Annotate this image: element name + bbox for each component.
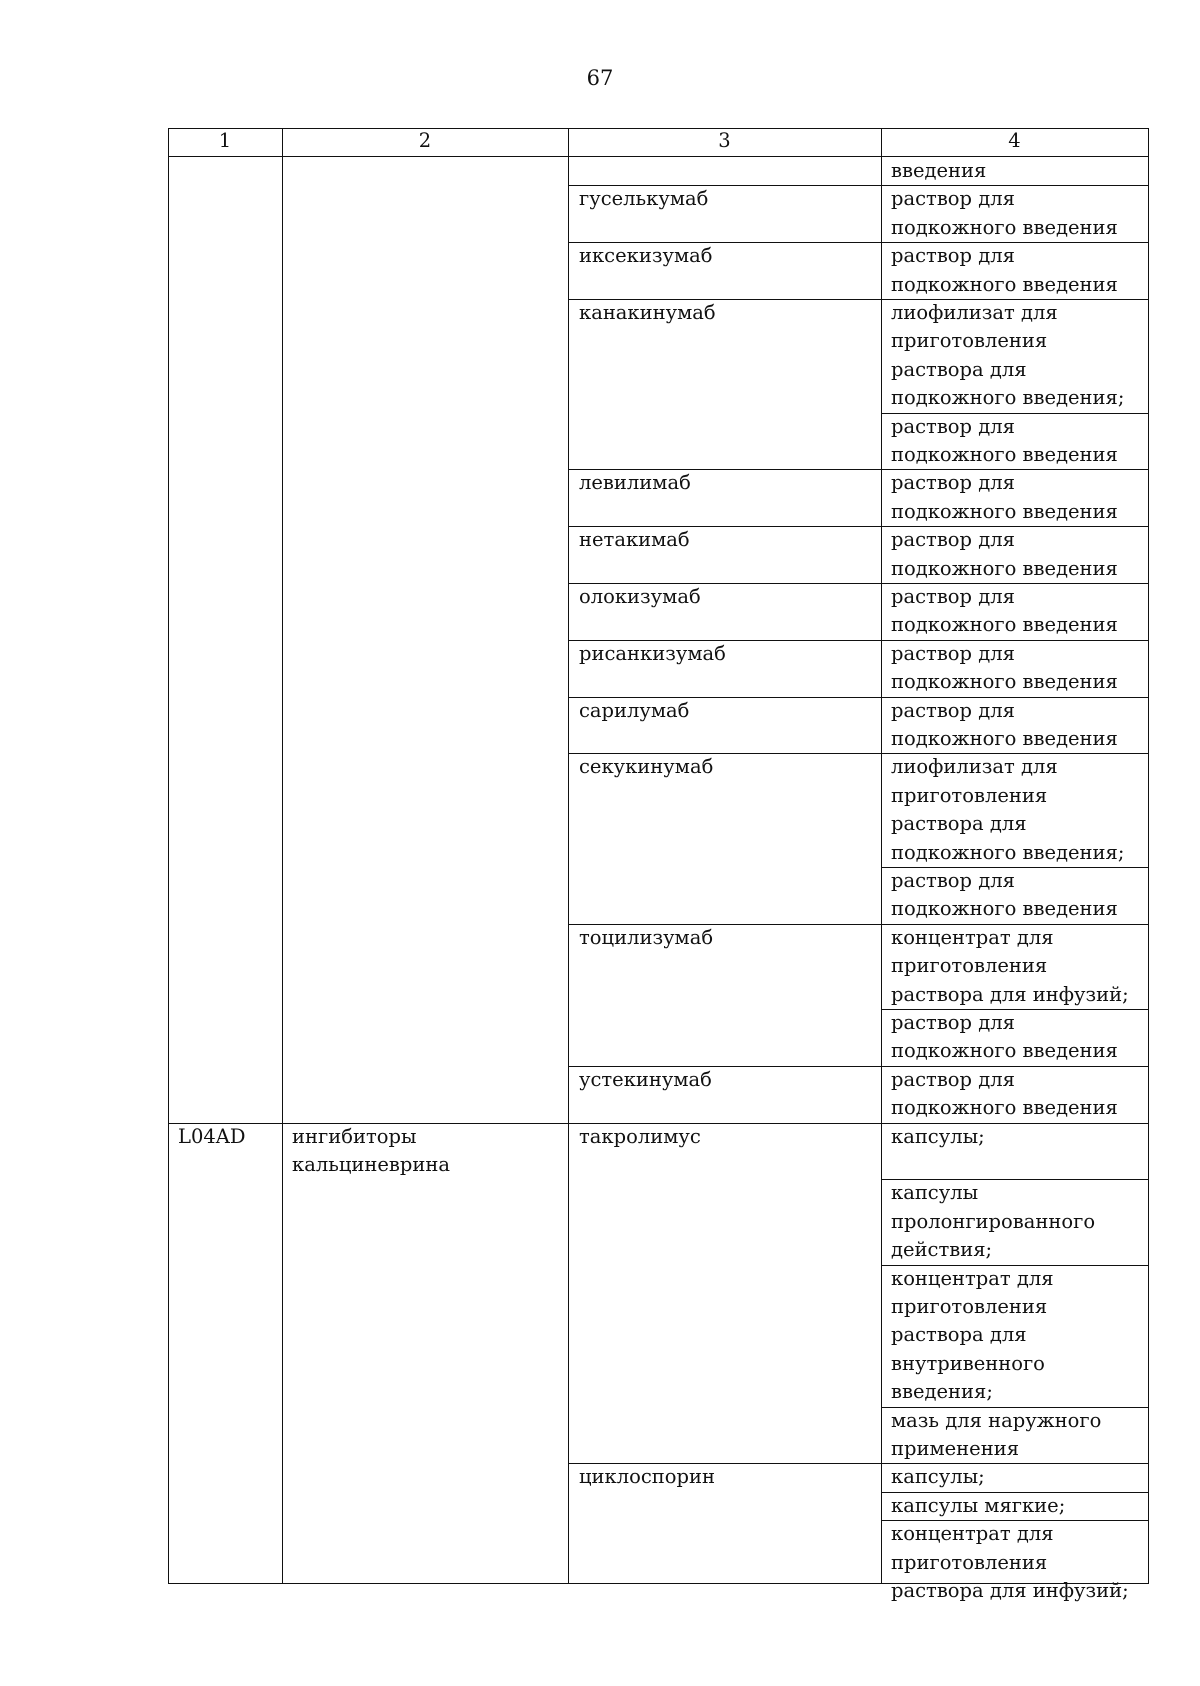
- dosage-form-line: раствор для: [891, 244, 1015, 268]
- drug-name: устекинумаб: [579, 1067, 712, 1091]
- column-border-1: [282, 128, 283, 1584]
- dosage-form-line: действия;: [891, 1238, 993, 1262]
- dosage-form-line: раствор для: [891, 698, 1015, 722]
- header-col-4: 4: [1008, 129, 1021, 152]
- dosage-form-line: раствора для: [891, 1323, 1027, 1347]
- dosage-form-line: раствора для инфузий;: [891, 982, 1129, 1006]
- drug-table: [168, 128, 1148, 1602]
- drug-name: гуселькумаб: [579, 187, 709, 211]
- dosage-form-line: подкожного введения;: [891, 386, 1125, 410]
- dosage-form-line: подкожного введения: [891, 1039, 1118, 1063]
- dosage-form-line: подкожного введения: [891, 443, 1118, 466]
- dosage-form-line: приготовления: [891, 329, 1048, 353]
- dosage-form-line: приготовления: [891, 783, 1048, 807]
- dosage-form-line: раствор для: [891, 187, 1015, 211]
- dosage-form-line: приготовления: [891, 954, 1048, 978]
- dosage-form-line: раствор для: [891, 585, 1015, 608]
- column-border-0: [168, 128, 169, 1584]
- dosage-form-line: подкожного введения;: [891, 840, 1125, 864]
- dosage-form-line: подкожного введения: [891, 1096, 1118, 1120]
- dosage-form-line: капсулы;: [891, 1124, 985, 1148]
- dosage-form-line: раствор для: [891, 869, 1015, 892]
- dosage-form-line: пролонгированного: [891, 1209, 1096, 1233]
- drug-name: олокизумаб: [579, 585, 701, 608]
- header-col-2: 2: [418, 129, 432, 152]
- drug-name: канакинумаб: [579, 301, 716, 324]
- dosage-form-line: приготовления: [891, 1295, 1048, 1318]
- page-number: 67: [586, 66, 614, 90]
- dosage-form-line: подкожного введения: [891, 272, 1118, 296]
- column-border-2: [568, 128, 569, 1584]
- drug-name: тоцилизумаб: [579, 925, 714, 949]
- drug-name: нетакимаб: [579, 528, 690, 552]
- drug-name: такролимус: [579, 1124, 701, 1148]
- drug-name: сарилумаб: [579, 698, 690, 722]
- dosage-form-line: раствор для: [891, 528, 1015, 552]
- column-border-4: [1148, 128, 1149, 1584]
- dosage-form-line: внутривенного: [891, 1351, 1045, 1375]
- dosage-form-line: применения: [891, 1437, 1020, 1460]
- drug-name: циклоспорин: [579, 1465, 715, 1489]
- dosage-form-line: подкожного введения: [891, 897, 1118, 921]
- dosage-form-line: раствора для инфузий;: [891, 1579, 1129, 1602]
- dosage-form-line: раствор для: [891, 414, 1015, 438]
- dosage-form-line: раствор для: [891, 471, 1015, 495]
- dosage-form-line: подкожного введения: [891, 556, 1118, 580]
- dosage-form-line: мазь для наружного: [891, 1408, 1102, 1432]
- column-border-3: [881, 128, 882, 1584]
- dosage-form-line: капсулы;: [891, 1465, 985, 1489]
- dosage-form-line: концентрат для: [891, 1522, 1054, 1546]
- drug-name: секукинумаб: [579, 755, 714, 779]
- dosage-form-line: концентрат для: [891, 1266, 1054, 1290]
- dosage-form-line: раствор для: [891, 1067, 1015, 1091]
- dosage-form-line: введения: [891, 159, 987, 182]
- dosage-form-line: раствора для: [891, 812, 1027, 836]
- dosage-form-line: подкожного введения: [891, 613, 1118, 637]
- group-name-line: ингибиторы: [292, 1124, 417, 1148]
- dosage-form-line: подкожного введения: [891, 727, 1118, 750]
- dosage-form-line: подкожного введения: [891, 215, 1118, 239]
- dosage-form-line: введения;: [891, 1380, 993, 1404]
- header-col-3: 3: [718, 129, 731, 152]
- dosage-form-line: лиофилизат для: [891, 301, 1058, 324]
- dosage-form-line: концентрат для: [891, 925, 1054, 949]
- dosage-form-line: лиофилизат для: [891, 755, 1058, 779]
- dosage-form-line: подкожного введения: [891, 670, 1118, 694]
- dosage-form-line: раствор для: [891, 641, 1015, 665]
- dosage-form-line: капсулы: [891, 1181, 979, 1205]
- atc-code: L04AD: [178, 1124, 246, 1148]
- header-col-1: 1: [218, 129, 232, 152]
- group-name-line: кальциневрина: [292, 1153, 450, 1176]
- drug-name: иксекизумаб: [579, 244, 713, 268]
- dosage-form-line: раствор для: [891, 1011, 1015, 1034]
- drug-name: рисанкизумаб: [579, 641, 726, 665]
- dosage-form-line: подкожного введения: [891, 499, 1118, 523]
- dosage-form-line: приготовления: [891, 1550, 1048, 1574]
- header-bottom-border: [168, 156, 1148, 157]
- dosage-form-line: капсулы мягкие;: [891, 1493, 1066, 1517]
- drug-name: левилимаб: [579, 471, 691, 495]
- dosage-form-line: раствора для: [891, 357, 1027, 381]
